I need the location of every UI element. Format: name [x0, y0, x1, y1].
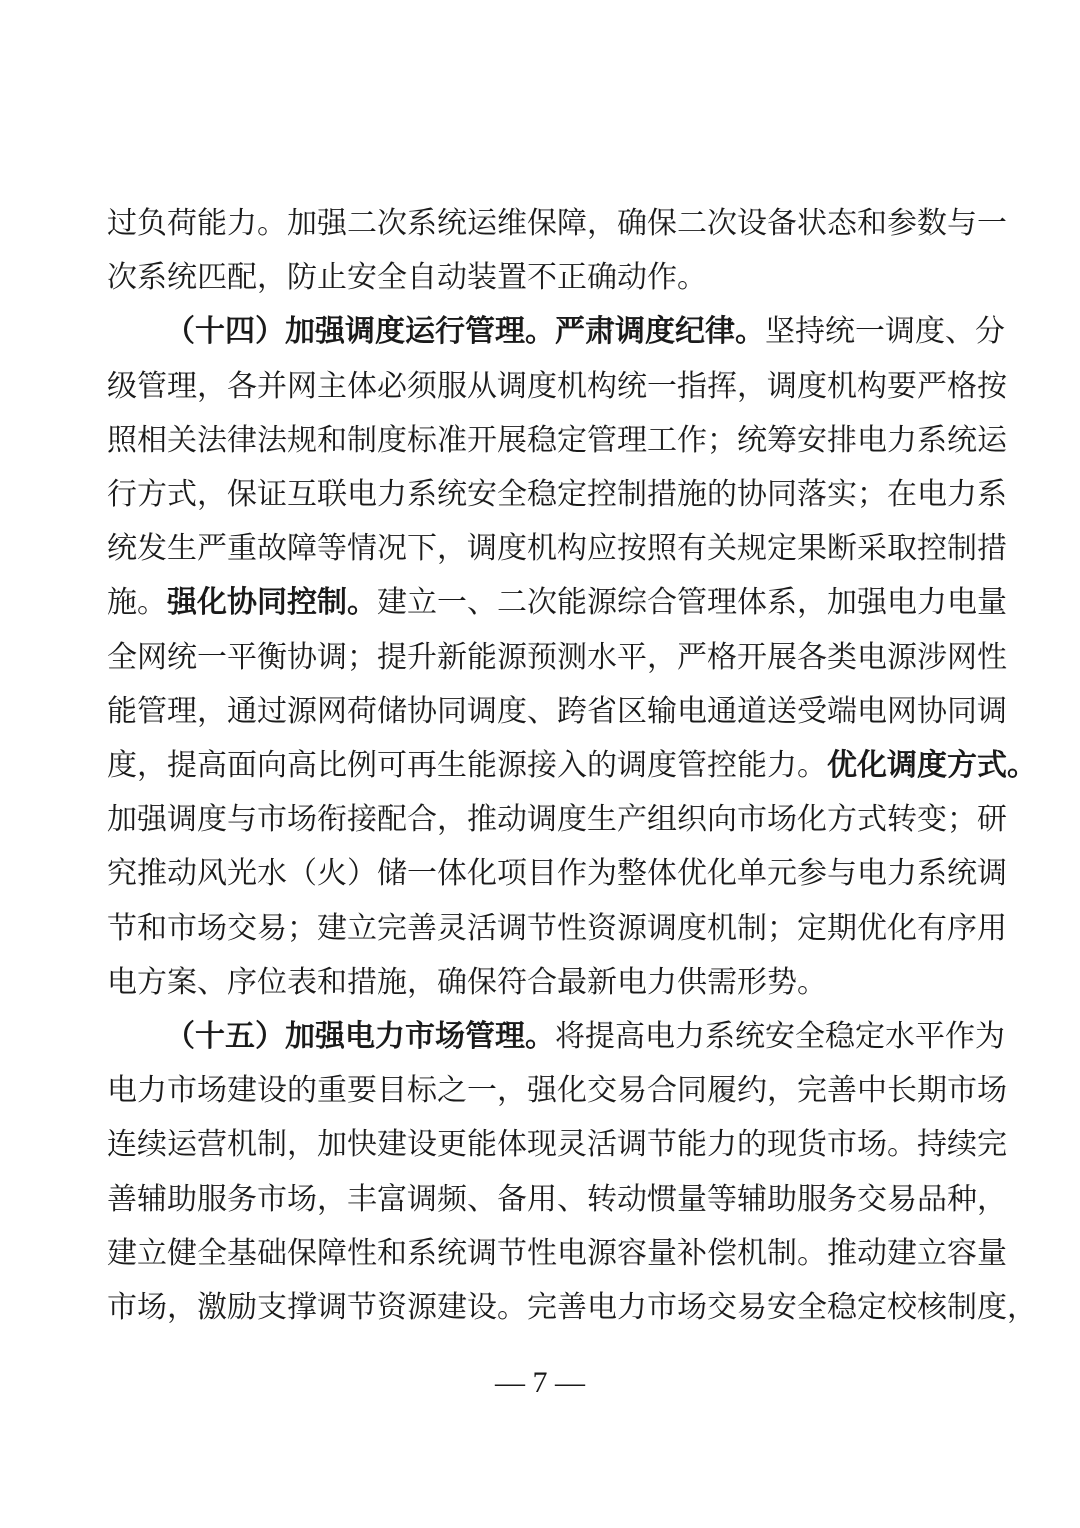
body-text: 能管理，通过源网荷储协同调度、跨省区输电通道送受端电网协同调 — [107, 693, 1007, 729]
text-line — [107, 685, 1007, 739]
bold-heading-text: （十四）加强调度运行管理。严肃调度纪律。 — [165, 314, 765, 350]
text-line — [107, 847, 1007, 901]
body-text: 坚持统一调度、分 — [765, 314, 1005, 350]
text-line — [107, 793, 1007, 847]
body-text: 建立一、二次能源综合管理体系，加强电力电量 — [377, 585, 1007, 621]
text-line — [107, 956, 965, 1010]
body-text: 电方案、序位表和措施，确保符合最新电力供需形势。 — [107, 964, 827, 1000]
text-line — [107, 468, 1007, 522]
text-line — [165, 1010, 1005, 1064]
bold-heading-text: 优化调度方式。 — [827, 748, 1037, 783]
text-line — [107, 414, 1007, 468]
body-text: 究推动风光水（火）储一体化项目作为整体优化单元参与电力系统调 — [107, 856, 1007, 892]
bold-heading-text: 强化协同控制。 — [167, 585, 377, 621]
body-text: 市场，激励支撑调节资源建设。完善电力市场交易安全稳定校核制度， — [107, 1290, 1037, 1325]
body-text: 统发生严重故障等情况下，调度机构应按照有关规定果断采取控制措 — [107, 531, 1007, 567]
page-number: — 7 — — [495, 1366, 585, 1399]
text-line — [107, 576, 1007, 630]
body-text: 连续运营机制，加快建设更能体现灵活调节能力的现货市场。持续完 — [107, 1127, 1007, 1163]
text-line — [107, 739, 1037, 793]
text-line — [107, 1064, 1007, 1118]
body-text: 级管理，各并网主体必须服从调度机构统一指挥，调度机构要严格按 — [107, 368, 1007, 404]
body-text: 节和市场交易；建立完善灵活调节性资源调度机制；定期优化有序用 — [107, 910, 1007, 946]
text-line — [107, 1281, 1037, 1335]
body-text: 度，提高面向高比例可再生能源接入的调度管控能力。 — [107, 748, 827, 783]
body-text: 将提高电力系统安全稳定水平作为 — [555, 1019, 1005, 1054]
text-line — [107, 1118, 1007, 1172]
text-line — [107, 631, 1007, 685]
text-line — [107, 197, 1007, 251]
text-line — [107, 360, 1007, 414]
text-line — [107, 522, 1007, 576]
body-text: 施。 — [107, 585, 167, 621]
text-line — [107, 902, 1007, 956]
body-text: 照相关法律法规和制度标准开展稳定管理工作；统筹安排电力系统运 — [107, 422, 1007, 458]
text-line — [165, 305, 1005, 359]
text-line — [107, 1227, 1007, 1281]
body-text: 善辅助服务市场，丰富调频、备用、转动惯量等辅助服务交易品种， — [107, 1181, 1007, 1217]
body-text: 次系统匹配，防止安全自动装置不正确动作。 — [107, 260, 707, 296]
bold-heading-text: （十五）加强电力市场管理。 — [165, 1019, 555, 1054]
body-text: 建立健全基础保障性和系统调节性电源容量补偿机制。推动建立容量 — [107, 1235, 1007, 1271]
body-text: 电力市场建设的重要目标之一，强化交易合同履约，完善中长期市场 — [107, 1073, 1007, 1109]
body-text: 加强调度与市场衔接配合，推动调度生产组织向市场化方式转变；研 — [107, 802, 1007, 838]
text-line — [107, 251, 965, 305]
text-line — [107, 1173, 1007, 1227]
body-text: 行方式，保证互联电力系统安全稳定控制措施的协同落实；在电力系 — [107, 477, 1007, 512]
body-text: 全网统一平衡协调；提升新能源预测水平，严格开展各类电源涉网性 — [107, 639, 1007, 675]
body-text: 过负荷能力。加强二次系统运维保障，确保二次设备状态和参数与一 — [107, 206, 1007, 241]
